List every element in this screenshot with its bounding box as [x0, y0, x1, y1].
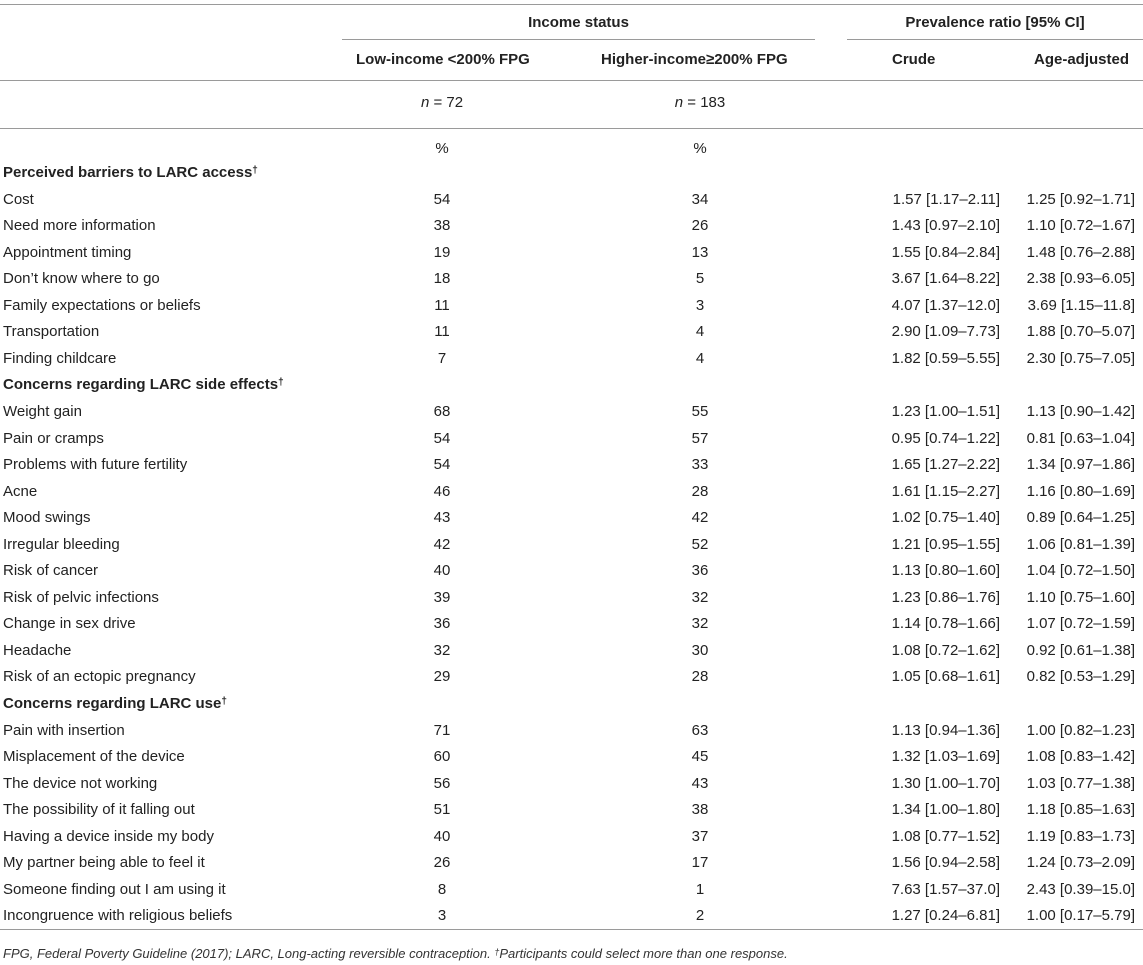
higher-income-percent: 55 — [691, 403, 709, 420]
age-adjusted-prevalence-ratio: 1.16 [0.80–1.69] — [1026, 483, 1135, 500]
crude-header: Crude — [892, 51, 936, 68]
higher-income-percent: 3 — [695, 297, 705, 314]
low-income-percent: 71 — [433, 722, 451, 739]
age-adjusted-prevalence-ratio: 1.04 [0.72–1.50] — [1026, 562, 1135, 579]
header-bottom-rule — [0, 80, 1143, 81]
dagger-mark: † — [278, 377, 284, 388]
section-title: Concerns regarding LARC side effects — [3, 376, 279, 393]
higher-income-percent: 45 — [691, 748, 709, 765]
row-label: Incongruence with religious beliefs — [3, 907, 233, 924]
row-label: Finding childcare — [3, 350, 117, 367]
row-label: Someone finding out I am using it — [3, 881, 226, 898]
low-income-percent: 29 — [433, 668, 451, 685]
higher-income-percent-unit: % — [693, 140, 707, 157]
n-row-rule — [0, 128, 1143, 129]
row-label: Pain or cramps — [3, 430, 104, 447]
higher-income-percent: 13 — [691, 244, 709, 261]
row-label: The possibility of it falling out — [3, 801, 195, 818]
crude-prevalence-ratio: 2.90 [1.09–7.73] — [891, 323, 1000, 340]
crude-prevalence-ratio: 0.95 [0.74–1.22] — [891, 430, 1000, 447]
crude-prevalence-ratio: 1.23 [0.86–1.76] — [891, 589, 1000, 606]
crude-prevalence-ratio: 1.65 [1.27–2.22] — [891, 456, 1000, 473]
row-label: Acne — [3, 483, 38, 500]
row-label: The device not working — [3, 775, 158, 792]
row-label: Irregular bleeding — [3, 536, 120, 553]
low-income-percent: 38 — [433, 217, 451, 234]
row-label: Transportation — [3, 323, 100, 340]
age-adjusted-prevalence-ratio: 1.48 [0.76–2.88] — [1026, 244, 1135, 261]
age-adjusted-prevalence-ratio: 1.00 [0.17–5.79] — [1026, 907, 1135, 924]
low-income-percent: 54 — [433, 191, 451, 208]
top-rule — [0, 4, 1143, 5]
n-value: = 183 — [683, 94, 726, 111]
crude-prevalence-ratio: 1.43 [0.97–2.10] — [891, 217, 1000, 234]
higher-income-percent: 2 — [695, 907, 705, 924]
low-income-percent: 46 — [433, 483, 451, 500]
crude-prevalence-ratio: 1.34 [1.00–1.80] — [891, 801, 1000, 818]
crude-prevalence-ratio: 1.14 [0.78–1.66] — [891, 615, 1000, 632]
footnote-text: FPG, Federal Poverty Guideline (2017); LARC, Long-acting reversible contraception. — [3, 946, 495, 961]
crude-prevalence-ratio: 1.08 [0.72–1.62] — [891, 642, 1000, 659]
low-income-percent-unit: % — [435, 140, 449, 157]
age-adjusted-prevalence-ratio: 0.81 [0.63–1.04] — [1026, 430, 1135, 447]
crude-prevalence-ratio: 1.32 [1.03–1.69] — [891, 748, 1000, 765]
higher-income-percent: 28 — [691, 483, 709, 500]
age-adjusted-prevalence-ratio: 2.30 [0.75–7.05] — [1026, 350, 1135, 367]
age-adjusted-prevalence-ratio: 1.10 [0.75–1.60] — [1026, 589, 1135, 606]
row-label: Risk of an ectopic pregnancy — [3, 668, 196, 685]
age-adjusted-prevalence-ratio: 1.07 [0.72–1.59] — [1026, 615, 1135, 632]
crude-prevalence-ratio: 1.21 [0.95–1.55] — [891, 536, 1000, 553]
row-label: My partner being able to feel it — [3, 854, 205, 871]
n-symbol: n — [420, 94, 430, 111]
crude-prevalence-ratio: 1.05 [0.68–1.61] — [891, 668, 1000, 685]
low-income-percent: 11 — [434, 323, 450, 340]
crude-prevalence-ratio: 1.13 [0.80–1.60] — [891, 562, 1000, 579]
n-symbol: n — [674, 94, 684, 111]
crude-prevalence-ratio: 7.63 [1.57–37.0] — [891, 881, 1000, 898]
low-income-percent: 40 — [433, 828, 451, 845]
age-adjusted-prevalence-ratio: 2.43 [0.39–15.0] — [1026, 881, 1135, 898]
age-adjusted-prevalence-ratio: 3.69 [1.15–11.8] — [1027, 297, 1135, 314]
dagger-mark: † — [221, 696, 227, 707]
footnote-note: Participants could select more than one response. — [499, 946, 788, 961]
crude-prevalence-ratio: 1.61 [1.15–2.27] — [891, 483, 1000, 500]
age-adjusted-prevalence-ratio: 0.89 [0.64–1.25] — [1026, 509, 1135, 526]
bottom-rule — [0, 929, 1143, 930]
dagger-mark: † — [252, 165, 258, 176]
row-label: Risk of pelvic infections — [3, 589, 159, 606]
n-value: = 72 — [429, 94, 464, 111]
age-adjusted-prevalence-ratio: 1.13 [0.90–1.42] — [1026, 403, 1135, 420]
low-income-percent: 60 — [433, 748, 451, 765]
row-label: Having a device inside my body — [3, 828, 214, 845]
crude-prevalence-ratio: 1.13 [0.94–1.36] — [891, 722, 1000, 739]
higher-income-percent: 38 — [691, 801, 709, 818]
higher-income-percent: 57 — [691, 430, 709, 447]
crude-prevalence-ratio: 4.07 [1.37–12.0] — [891, 297, 1000, 314]
crude-prevalence-ratio: 1.27 [0.24–6.81] — [891, 907, 1000, 924]
low-income-percent: 7 — [437, 350, 447, 367]
row-label: Family expectations or beliefs — [3, 297, 201, 314]
low-income-percent: 40 — [433, 562, 451, 579]
age-adjusted-prevalence-ratio: 0.82 [0.53–1.29] — [1026, 668, 1135, 685]
prevalence-group-rule — [847, 39, 1143, 40]
crude-prevalence-ratio: 1.30 [1.00–1.70] — [891, 775, 1000, 792]
table-footnote — [3, 946, 788, 962]
age-adjusted-prevalence-ratio: 1.88 [0.70–5.07] — [1026, 323, 1135, 340]
higher-income-percent: 43 — [691, 775, 709, 792]
section-heading — [3, 695, 227, 713]
higher-income-percent: 63 — [691, 722, 709, 739]
higher-income-percent: 36 — [691, 562, 709, 579]
low-income-n — [342, 94, 542, 112]
age-adjusted-prevalence-ratio: 1.19 [0.83–1.73] — [1026, 828, 1135, 845]
row-label: Problems with future fertility — [3, 456, 188, 473]
low-income-percent: 51 — [433, 801, 451, 818]
crude-prevalence-ratio: 1.02 [0.75–1.40] — [891, 509, 1000, 526]
age-adjusted-prevalence-ratio: 1.18 [0.85–1.63] — [1026, 801, 1135, 818]
age-adjusted-prevalence-ratio: 0.92 [0.61–1.38] — [1026, 642, 1135, 659]
low-income-percent: 26 — [433, 854, 451, 871]
higher-income-percent: 5 — [695, 270, 705, 287]
age-adjusted-prevalence-ratio: 1.06 [0.81–1.39] — [1026, 536, 1135, 553]
low-income-percent: 8 — [437, 881, 447, 898]
higher-income-percent: 28 — [691, 668, 709, 685]
row-label: Risk of cancer — [3, 562, 99, 579]
higher-income-percent: 26 — [691, 217, 709, 234]
age-adjusted-prevalence-ratio: 1.10 [0.72–1.67] — [1026, 217, 1135, 234]
higher-income-percent: 1 — [695, 881, 705, 898]
age-adjusted-prevalence-ratio: 1.24 [0.73–2.09] — [1026, 854, 1135, 871]
higher-income-percent: 33 — [691, 456, 709, 473]
higher-income-percent: 4 — [695, 323, 705, 340]
dagger-mark: † — [494, 947, 500, 957]
section-title: Perceived barriers to LARC access — [3, 164, 253, 181]
section-heading — [3, 376, 284, 394]
row-label: Don’t know where to go — [3, 270, 160, 287]
age-adjusted-prevalence-ratio: 1.25 [0.92–1.71] — [1026, 191, 1135, 208]
row-label: Weight gain — [3, 403, 82, 420]
higher-income-percent: 52 — [691, 536, 709, 553]
prevalence-ratio-header: Prevalence ratio [95% CI] — [905, 14, 1085, 31]
low-income-percent: 54 — [433, 430, 451, 447]
age-adjusted-prevalence-ratio: 2.38 [0.93–6.05] — [1026, 270, 1135, 287]
low-income-percent: 3 — [437, 907, 447, 924]
row-label: Mood swings — [3, 509, 91, 526]
crude-prevalence-ratio: 1.56 [0.94–2.58] — [891, 854, 1000, 871]
age-adjusted-prevalence-ratio: 1.34 [0.97–1.86] — [1026, 456, 1135, 473]
crude-prevalence-ratio: 1.55 [0.84–2.84] — [891, 244, 1000, 261]
higher-income-percent: 42 — [691, 509, 709, 526]
row-label: Need more information — [3, 217, 156, 234]
higher-income-percent: 32 — [691, 615, 709, 632]
low-income-percent: 54 — [433, 456, 451, 473]
row-label: Misplacement of the device — [3, 748, 185, 765]
age-adjusted-header: Age-adjusted — [1034, 51, 1130, 68]
row-label: Change in sex drive — [3, 615, 136, 632]
section-heading — [3, 164, 258, 182]
higher-income-percent: 37 — [691, 828, 709, 845]
row-label: Pain with insertion — [3, 722, 125, 739]
higher-income-header: Higher-income≥200% FPG — [601, 51, 788, 68]
row-label: Headache — [3, 642, 72, 659]
low-income-percent: 56 — [433, 775, 451, 792]
higher-income-percent: 17 — [691, 854, 709, 871]
age-adjusted-prevalence-ratio: 1.00 [0.82–1.23] — [1026, 722, 1135, 739]
age-adjusted-prevalence-ratio: 1.08 [0.83–1.42] — [1026, 748, 1135, 765]
income-group-rule — [342, 39, 815, 40]
low-income-percent: 42 — [433, 536, 451, 553]
low-income-percent: 11 — [434, 297, 450, 314]
low-income-percent: 36 — [433, 615, 451, 632]
higher-income-percent: 4 — [695, 350, 705, 367]
row-label: Cost — [3, 191, 34, 208]
higher-income-n — [600, 94, 800, 112]
age-adjusted-prevalence-ratio: 1.03 [0.77–1.38] — [1026, 775, 1135, 792]
higher-income-percent: 30 — [691, 642, 709, 659]
crude-prevalence-ratio: 1.82 [0.59–5.55] — [891, 350, 1000, 367]
crude-prevalence-ratio: 1.57 [1.17–2.11] — [892, 191, 1000, 208]
low-income-percent: 39 — [433, 589, 451, 606]
crude-prevalence-ratio: 1.23 [1.00–1.51] — [891, 403, 1000, 420]
row-label: Appointment timing — [3, 244, 132, 261]
higher-income-percent: 32 — [691, 589, 709, 606]
section-title: Concerns regarding LARC use — [3, 695, 222, 712]
low-income-header: Low-income <200% FPG — [356, 51, 530, 68]
low-income-percent: 32 — [433, 642, 451, 659]
low-income-percent: 43 — [433, 509, 451, 526]
income-status-header: Income status — [528, 14, 629, 31]
higher-income-percent: 34 — [691, 191, 709, 208]
low-income-percent: 18 — [433, 270, 451, 287]
low-income-percent: 19 — [433, 244, 451, 261]
crude-prevalence-ratio: 1.08 [0.77–1.52] — [891, 828, 1000, 845]
crude-prevalence-ratio: 3.67 [1.64–8.22] — [891, 270, 1000, 287]
low-income-percent: 68 — [433, 403, 451, 420]
